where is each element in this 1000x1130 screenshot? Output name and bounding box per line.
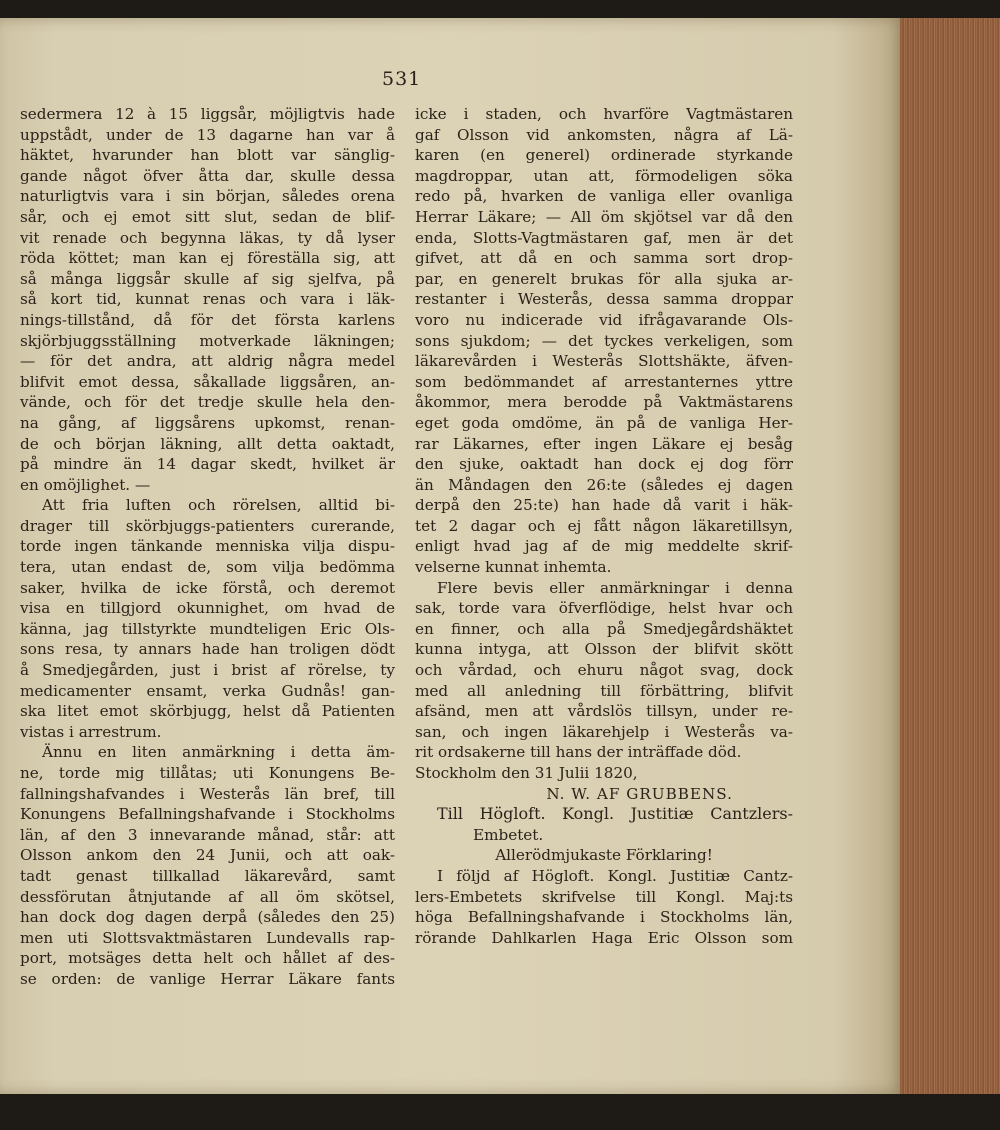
left-text-column (20, 104, 395, 990)
text-line: Ännu en liten anmärkning i detta äm- (42, 743, 395, 762)
text-line: vistas i arrestrum. (20, 722, 162, 741)
text-line: voro nu indicerade vid ifrågavarande Ols- (415, 310, 793, 329)
text-line: län, af den 3 innevarande månad, står: att (20, 825, 395, 844)
text-line: saker, hvilka de icke förstå, och deremot (20, 578, 395, 597)
text-line: en finner, och alla på Smedjegårdshäktet (415, 619, 793, 638)
text-line: rörande Dahlkarlen Haga Eric Olsson som (415, 928, 793, 947)
text-line: sons resa, ty annars hade han troligen dödt (20, 640, 395, 659)
text-line: — för det andra, att aldrig några medel (20, 352, 395, 371)
text-line: redo på, hvarken de vanliga eller ovanliga (415, 187, 793, 206)
text-line: skjörbjuggsställning motverkade läkningen; (20, 331, 395, 350)
text-line: Herrar Läkare; — All öm skjötsel var då den (415, 207, 793, 226)
text-line: se orden: de vanlige Herrar Läkare fants (20, 969, 395, 988)
text-line: Allerödmjukaste Förklaring! (495, 846, 713, 865)
text-line: en omöjlighet. — (20, 475, 151, 494)
text-line: N. W. AF GRUBBENS. (546, 784, 733, 803)
text-line: än Måndagen den 26:te (således ej dagen (415, 475, 793, 494)
text-line: höga Befallningshafvande i Stockholms län, (415, 908, 793, 927)
text-line: vände, och för det tredje skulle hela den- (20, 393, 395, 412)
text-line: rit ordsakerne till hans der inträffade död. (415, 743, 742, 762)
text-line: med all anledning till förbättring, blifvit (415, 681, 793, 700)
text-line: så många liggsår skulle af sig sjelfva, på (20, 269, 395, 288)
book-page (0, 18, 905, 1094)
text-line: Olsson ankom den 24 Junii, och att oak- (20, 846, 395, 865)
text-line: sons sjukdom; — det tyckes verkeligen, som (415, 331, 793, 350)
text-line: han dock dog dagen derpå (således den 25) (20, 908, 395, 927)
text-line: som bedömmandet af arrestanternes yttre (415, 372, 793, 391)
page-number: 531 (382, 68, 422, 90)
text-line: Till Högloft. Kongl. Justitiæ Cantzlers- (437, 804, 793, 824)
text-line: icke i staden, och hvarföre Vagtmästaren (415, 105, 793, 123)
text-line: och vårdad, och ehuru något svag, dock (415, 661, 793, 680)
text-line: par, en generelt brukas för alla sjuka ar- (415, 269, 793, 288)
text-line: velserne kunnat inhemta. (415, 558, 612, 577)
text-line: dessförutan åtnjutande af all öm skötsel, (20, 887, 395, 906)
text-line: lers-Embetets skrifvelse till Kongl. Maj:ts (415, 887, 793, 906)
text-line: rar Läkarnes, efter ingen Läkare ej besåg (415, 434, 793, 453)
text-line: ne, torde mig tillåtas; uti Konungens Be- (20, 764, 395, 782)
text-line: nings-tillstånd, då för det första karlens (20, 310, 395, 329)
text-line: derpå den 25:te) han hade då varit i häk- (415, 496, 793, 515)
text-line: röda köttet; man kan ej föreställa sig, att (20, 249, 395, 268)
text-line: på mindre än 14 dagar skedt, hvilket är (20, 455, 395, 474)
text-line: blifvit emot dessa, såkallade liggsåren, an- (20, 372, 395, 391)
text-line: san, och ingen läkarehjelp i Westerås va- (415, 722, 793, 741)
text-line: Att fria luften och rörelsen, alltid bi- (42, 496, 395, 515)
text-line: Flere bevis eller anmärkningar i denna (437, 578, 793, 597)
text-line: sedermera 12 à 15 liggsår, möjligtvis hade (20, 105, 395, 123)
text-line: sak, torde vara öfverflödige, helst hvar och (415, 599, 793, 618)
text-line: eget goda omdöme, än på de vanliga Her- (415, 413, 793, 432)
text-line: I följd af Högloft. Kongl. Justitiæ Cantz- (437, 866, 793, 885)
text-line: vit renade och begynna läkas, ty då lyser (20, 228, 395, 247)
text-line: tera, utan endast de, som vilja bedömma (20, 558, 395, 577)
text-line: kunna intyga, att Olsson der blifvit skött (415, 640, 793, 659)
text-line: å Smedjegården, just i brist af rörelse, ty (20, 661, 395, 680)
book-page-edges (900, 18, 1000, 1094)
text-line: häktet, hvarunder han blott var sänglig- (20, 146, 395, 165)
text-line: enda, Slotts-Vagtmästaren gaf, men är det (415, 228, 793, 247)
text-line: medicamenter ensamt, verka Gudnås! gan- (20, 681, 395, 700)
text-line: visa en tillgjord okunnighet, om hvad de (20, 599, 395, 618)
text-line: ska litet emot skörbjugg, helst då Patienten (20, 702, 395, 721)
text-line: läkarevården i Westerås Slottshäkte, äfven- (415, 352, 793, 371)
text-line: gifvet, att då en och samma sort drop- (415, 249, 793, 268)
text-line: torde ingen tänkande menniska vilja dispu- (20, 537, 395, 556)
text-line: afsänd, men att vårdslös tillsyn, under re- (415, 702, 793, 721)
text-line: magdroppar, utan att, förmodeligen söka (415, 166, 793, 185)
text-line: karen (en generel) ordinerade styrkande (415, 146, 793, 165)
text-line: na gång, af liggsårens upkomst, renan- (20, 413, 395, 432)
text-line: känna, jag tillstyrkte mundteligen Eric Ols- (20, 619, 395, 638)
text-line: tadt genast tillkallad läkarevård, samt (20, 866, 395, 885)
text-line: enligt hvad jag af de mig meddelte skrif- (415, 537, 793, 556)
text-line: port, motsäges detta helt och hållet af des- (20, 949, 395, 968)
text-line: så kort tid, kunnat renas och vara i läk- (20, 290, 395, 309)
text-line: uppstådt, under de 13 dagarne han var å (20, 125, 395, 144)
text-line: gande något öfver åtta dar, skulle dessa (20, 166, 395, 185)
text-line: de och början läkning, allt detta oaktadt, (20, 434, 395, 453)
text-line: Embetet. (473, 825, 544, 844)
text-line: gaf Olsson vid ankomsten, några af Lä- (415, 125, 793, 144)
text-line: naturligtvis vara i sin början, således orena (20, 187, 395, 206)
text-line: fallningshafvandes i Westerås län bref, till (20, 784, 395, 803)
text-line: sår, och ej emot sitt slut, sedan de blif- (20, 207, 395, 226)
text-line: men uti Slottsvaktmästaren Lundevalls rap- (20, 928, 395, 947)
text-line: Stockholm den 31 Julii 1820, (415, 764, 638, 782)
right-text-column (415, 104, 793, 948)
text-line: drager till skörbjuggs-patienters curerande, (20, 516, 395, 535)
text-line: Konungens Befallningshafvande i Stockholms (20, 805, 395, 824)
text-line: åkommor, mera berodde på Vaktmästarens (415, 393, 793, 412)
text-line: restanter i Westerås, dessa samma droppar (415, 290, 793, 309)
text-line: den sjuke, oaktadt han dock ej dog förr (415, 455, 793, 474)
text-line: tet 2 dagar och ej fått någon läkaretillsyn, (415, 516, 793, 535)
